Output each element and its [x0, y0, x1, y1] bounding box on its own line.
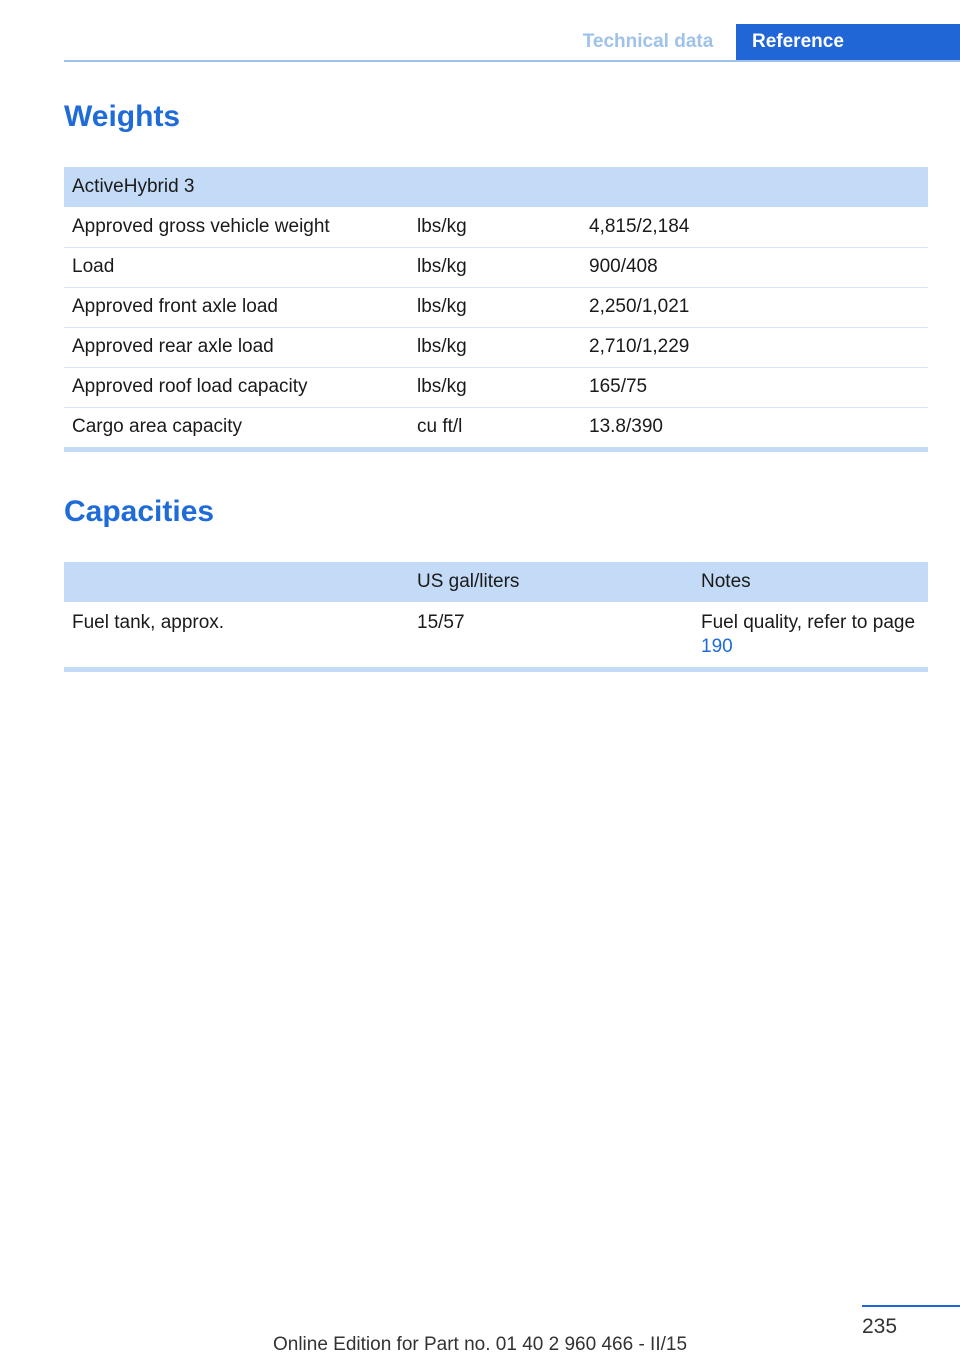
model-name: ActiveHybrid 3 — [72, 176, 195, 197]
row-unit: lbs/kg — [417, 336, 467, 357]
chapter-label[interactable]: Reference — [736, 24, 960, 60]
row-note — [693, 602, 928, 669]
col-empty — [64, 562, 409, 602]
weights-table-end-rule — [64, 447, 928, 452]
section-label[interactable]: Technical data — [582, 31, 714, 52]
row-unit: lbs/kg — [417, 215, 467, 237]
weights-table — [64, 167, 928, 447]
col-notes: Notes — [701, 571, 751, 592]
capacities-heading: Capacities — [64, 495, 215, 528]
table-row — [64, 367, 928, 407]
row-label: Fuel tank, approx. — [72, 612, 225, 633]
row-unit: lbs/kg — [417, 376, 467, 397]
row-unit: lbs/kg — [417, 256, 467, 277]
table-row — [64, 602, 928, 669]
table-row — [64, 207, 928, 247]
capacities-table-end-rule — [64, 667, 928, 672]
weights-heading: Weights — [64, 100, 181, 133]
page-number: 235 — [862, 1315, 898, 1338]
edition-footer: Online Edition for Part no. 01 40 2 960 466 - II/15 — [272, 1334, 688, 1355]
row-value: 4,815/2,184 — [589, 215, 690, 237]
page-number-rule — [862, 1305, 960, 1307]
row-unit: lbs/kg — [417, 296, 467, 317]
row-value: 2,250/1,021 — [589, 296, 690, 317]
row-value: 15/57 — [417, 612, 465, 633]
row-label: Approved rear axle load — [72, 336, 274, 357]
table-row — [64, 287, 928, 327]
row-label: Approved gross vehicle weight — [72, 215, 330, 237]
row-label: Cargo area capacity — [72, 416, 243, 438]
row-label: Approved front axle load — [72, 296, 278, 317]
table-row — [64, 327, 928, 367]
row-value: 900/408 — [589, 256, 658, 277]
row-value: 13.8/390 — [589, 416, 663, 438]
header-rule — [64, 60, 960, 62]
weights-header-row — [64, 167, 928, 207]
row-unit: cu ft/l — [417, 416, 463, 438]
table-row — [64, 247, 928, 287]
row-label: Approved roof load capacity — [72, 376, 308, 397]
row-value: 2,710/1,229 — [589, 336, 690, 357]
row-value: 165/75 — [589, 376, 648, 397]
capacities-header-row — [64, 562, 928, 602]
page-link[interactable]: 190 — [701, 636, 733, 657]
note-text: Fuel quality, refer to page — [701, 612, 916, 633]
capacities-table — [64, 562, 928, 669]
table-row — [64, 407, 928, 447]
col-units: US gal/liters — [417, 571, 520, 592]
row-label: Load — [72, 256, 115, 277]
